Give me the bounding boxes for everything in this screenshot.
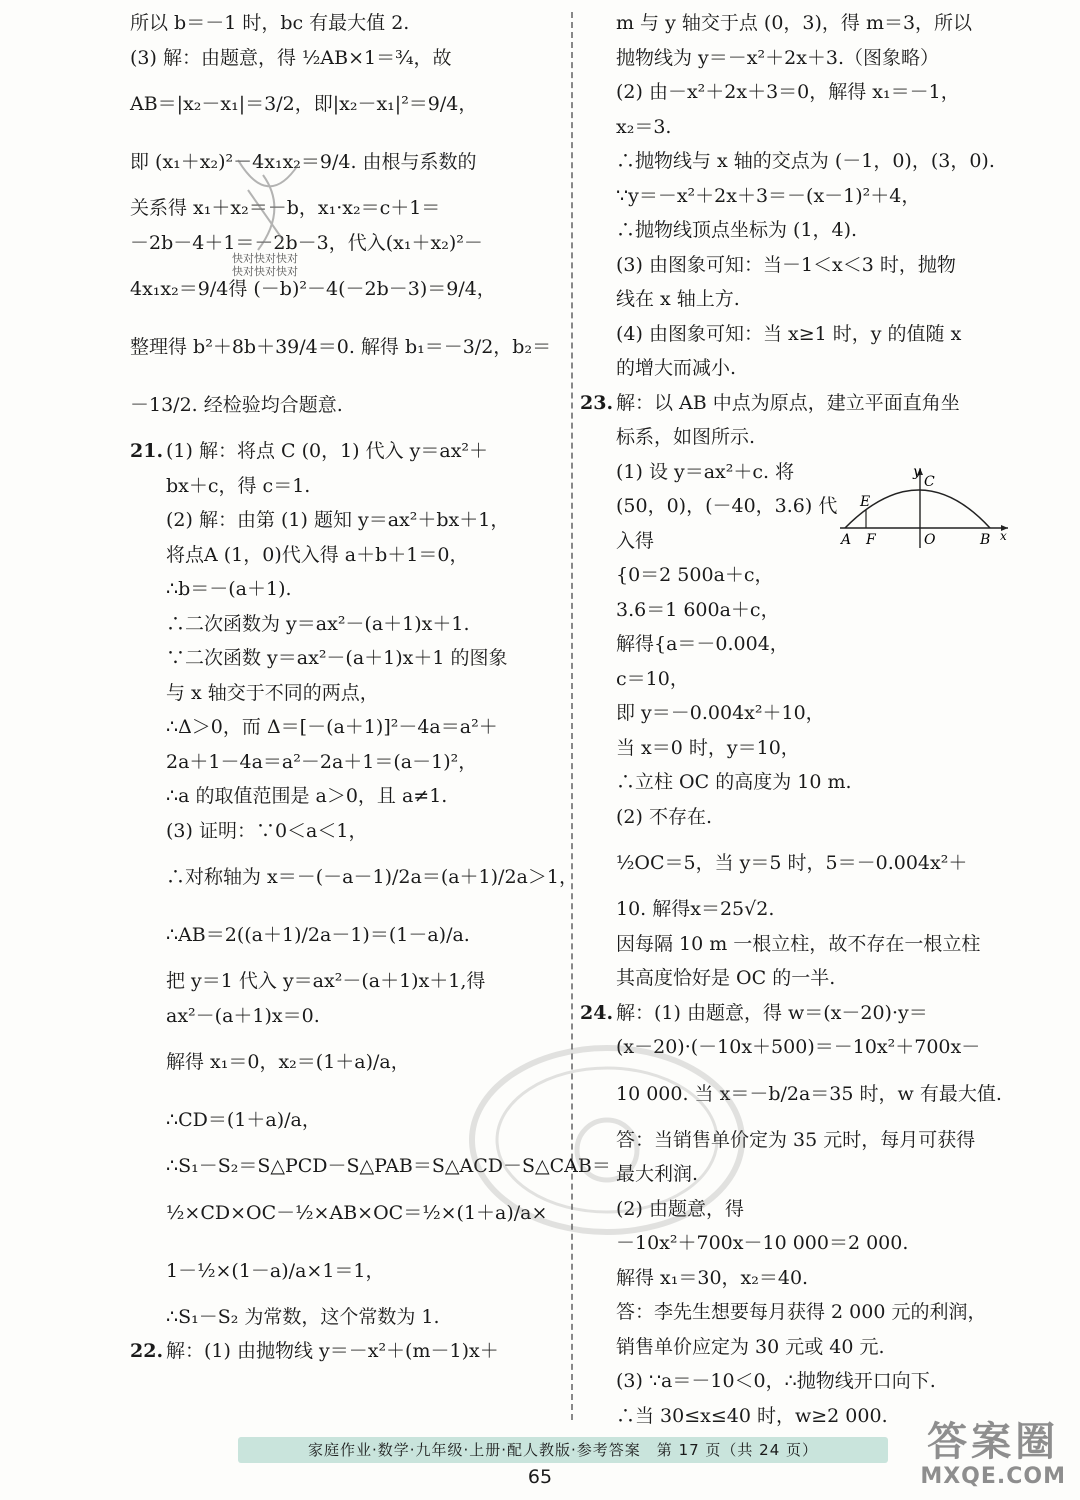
line-text: ∴二次函数为 y＝ax²－(a＋1)x＋1. xyxy=(166,612,470,635)
text-line xyxy=(130,964,560,999)
text-line xyxy=(130,710,560,745)
line-text: 所以 b＝－1 时，bc 有最大值 2. xyxy=(130,12,410,34)
line-text: 答：当销售单价定为 35 元时，每月可获得 xyxy=(616,1128,976,1151)
text-line xyxy=(580,248,1016,283)
line-text: c＝10， xyxy=(616,667,689,690)
text-line xyxy=(130,1334,560,1369)
question-number: 24. xyxy=(580,1001,614,1024)
graph-label-o: O xyxy=(924,532,936,548)
line-text: ∴S₁－S₂＝S△PCD－S△PAB＝S△ACD－S△CAB＝ xyxy=(166,1155,611,1177)
text-line xyxy=(580,627,1016,662)
graph-label-x: x xyxy=(1000,529,1007,543)
line-text: (3) 解：由题意，得 ½AB×1＝¾，故 xyxy=(130,46,452,69)
text-line xyxy=(130,906,560,964)
text-line xyxy=(130,848,578,906)
line-text: m 与 y 轴交于点 (0，3)，得 m＝3，所以 xyxy=(616,12,973,34)
line-text: (2) 解：由第 (1) 题知 y＝ax²＋bx＋1， xyxy=(166,509,510,531)
text-line xyxy=(130,1300,560,1335)
watermark-logo xyxy=(920,1420,1066,1489)
text-line xyxy=(580,662,1016,697)
line-text: ∴CD＝(1＋a)/a， xyxy=(166,1109,321,1131)
text-line xyxy=(130,503,560,538)
text-line xyxy=(130,191,560,226)
watermark-title: 答案圈 xyxy=(927,1419,1060,1465)
line-text: (2) 由题意，得 xyxy=(616,1197,744,1220)
line-text: 10 000. 当 x＝－b/2a＝35 时，w 有最大值. xyxy=(616,1082,1002,1105)
line-text: 2a＋1－4a＝a²－2a＋1＝(a－1)²， xyxy=(166,750,478,773)
line-text: (x－20)·(－10x＋500)＝－10x²＋700x－ xyxy=(616,1036,981,1058)
line-text: (1) 解：将点 C (0，1) 代入 y＝ax²＋ xyxy=(166,440,489,462)
line-text: 3.6＝1 600a＋c， xyxy=(616,598,780,621)
text-line xyxy=(580,1330,1016,1365)
text-line xyxy=(130,41,560,76)
text-line xyxy=(130,469,560,504)
page-number: 65 xyxy=(527,1466,553,1488)
line-text: 入得 xyxy=(616,529,655,552)
line-text: ax²－(a＋1)x＝0. xyxy=(166,1004,320,1027)
text-line xyxy=(580,892,1016,927)
text-line xyxy=(580,996,1016,1031)
text-line xyxy=(130,779,560,814)
graph-label-e: E xyxy=(860,494,871,510)
line-text: ∴抛物线与 x 轴的交点为 (－1，0)，(3，0). xyxy=(616,150,995,172)
line-text: 解得 x₁＝30，x₂＝40. xyxy=(616,1266,809,1289)
text-line xyxy=(580,179,1016,214)
line-text: {0＝2 500a＋c， xyxy=(616,564,774,586)
line-text: －10x²＋700x－10 000＝2 000. xyxy=(616,1232,909,1254)
line-text: (2) 不存在. xyxy=(616,805,712,828)
line-text: (1) 设 y＝ax²＋c. 将 xyxy=(616,460,795,483)
line-text: ∴当 30≤x≤40 时，w≥2 000. xyxy=(616,1404,888,1427)
text-line xyxy=(130,226,560,261)
text-line xyxy=(580,731,1016,766)
text-line xyxy=(580,213,1016,248)
text-line xyxy=(580,961,1016,996)
line-text: x₂＝3. xyxy=(616,115,672,138)
line-text: 1－½×(1－a)/a×1＝1， xyxy=(166,1259,385,1282)
text-line xyxy=(130,676,560,711)
text-line xyxy=(580,800,1016,835)
line-text: 解：(1) 由题意，得 w＝(x－20)·y＝ xyxy=(616,1001,928,1024)
line-text: ∴AB＝2((a＋1)/2a－1)＝(1－a)/a. xyxy=(166,924,470,946)
pen-mark-text-1: 快对快对快对 xyxy=(232,252,298,265)
text-line xyxy=(580,834,1016,892)
question-number: 23. xyxy=(580,391,614,414)
line-text: (4) 由图象可知：当 x≥1 时，y 的值随 x xyxy=(616,322,962,345)
text-line xyxy=(580,593,1016,628)
line-text: 因每隔 10 m 一根立柱，故不存在一根立柱 xyxy=(616,932,981,955)
line-text: 即 y＝－0.004x²＋10， xyxy=(616,702,825,724)
line-text: 标系，如图所示. xyxy=(616,426,756,448)
line-text: 最大利润. xyxy=(616,1163,699,1185)
text-line xyxy=(130,999,560,1034)
graph-label-y: y xyxy=(913,464,921,480)
line-text: AB＝|x₂－x₁|＝3/2，即|x₂－x₁|²＝9/4， xyxy=(130,93,478,115)
line-text: ∴a 的取值范围是 a＞0，且 a≠1. xyxy=(166,785,448,807)
line-text: 将点A (1，0)代入得 a＋b＋1＝0， xyxy=(166,543,469,566)
line-text: (3) 由图象可知：当－1＜x＜3 时，抛物 xyxy=(616,253,956,276)
line-text: 解得{a＝－0.004， xyxy=(616,633,789,655)
text-line xyxy=(130,75,560,133)
pen-mark-text xyxy=(232,252,298,278)
line-text: ∴对称轴为 x＝－(－a－1)/2a＝(a＋1)/2a＞1， xyxy=(166,866,578,888)
line-text: ∵二次函数 y＝ax²－(a＋1)x＋1 的图象 xyxy=(166,647,508,669)
line-text: －2b－4＋1＝－2b－3，代入(x₁＋x₂)²－ xyxy=(130,231,483,254)
line-text: 解得 x₁＝0，x₂＝(1＋a)/a， xyxy=(166,1051,410,1073)
pen-mark-text-2: 快对快对快对 xyxy=(232,265,298,278)
parabola-figure xyxy=(840,466,1010,548)
line-text: ∴抛物线顶点坐标为 (1，4). xyxy=(616,219,858,241)
text-line xyxy=(130,434,560,469)
text-line xyxy=(130,1242,560,1300)
line-text: ∴b＝－(a＋1). xyxy=(166,578,292,600)
background-stamp xyxy=(462,1040,752,1240)
text-line xyxy=(130,133,560,191)
line-text: ½OC＝5，当 y＝5 时，5＝－0.004x²＋ xyxy=(616,852,968,874)
line-text: ∵y＝－x²＋2x＋3＝－(x－1)²＋4， xyxy=(616,184,921,207)
text-line xyxy=(130,641,560,676)
text-line xyxy=(580,1295,1016,1330)
text-line xyxy=(580,317,1016,352)
text-line xyxy=(580,110,1016,145)
text-line xyxy=(130,260,560,318)
line-text: (3) 证明：∵0＜a＜1， xyxy=(166,819,368,842)
text-line xyxy=(580,420,1016,455)
text-line xyxy=(130,745,560,780)
line-text: 整理得 b²＋8b＋39/4＝0. 解得 b₁＝－3/2，b₂＝ xyxy=(130,336,552,358)
text-line xyxy=(580,351,1016,386)
line-text: 4x₁x₂＝9/4得 (－b)²－4(－2b－3)＝9/4， xyxy=(130,278,496,300)
line-text: 答：李先生想要每月获得 2 000 元的利润， xyxy=(616,1301,987,1323)
question-number: 22. xyxy=(130,1340,164,1362)
line-text: bx＋c，得 c＝1. xyxy=(166,474,311,497)
text-line xyxy=(580,144,1016,179)
text-line xyxy=(130,607,560,642)
line-text: (50，0)，(－40，3.6) 代 xyxy=(616,495,838,517)
line-text: 其高度恰好是 OC 的一半. xyxy=(616,967,836,989)
line-text: 解：以 AB 中点为原点，建立平面直角坐 xyxy=(616,391,960,414)
line-text: 解：(1) 由抛物线 y＝－x²＋(m－1)x＋ xyxy=(166,1340,499,1362)
line-text: 即 (x₁＋x₂)²－4x₁x₂＝9/4. 由根与系数的 xyxy=(130,151,477,173)
graph-label-c: C xyxy=(924,474,935,490)
line-text: 与 x 轴交于不同的两点， xyxy=(166,681,379,704)
line-text: ∴S₁－S₂ 为常数，这个常数为 1. xyxy=(166,1305,440,1328)
line-text: 的增大而减小. xyxy=(616,357,737,379)
line-text: 抛物线为 y＝－x²＋2x＋3.（图象略） xyxy=(616,46,940,69)
watermark-url: MXQE.COM xyxy=(920,1464,1066,1489)
line-text: ½×CD×OC－½×AB×OC＝½×(1＋a)/a× xyxy=(166,1201,548,1224)
line-text: 把 y＝1 代入 y＝ax²－(a＋1)x＋1,得 xyxy=(166,970,486,992)
line-text: ∴立柱 OC 的高度为 10 m. xyxy=(616,771,852,793)
line-text: 当 x＝0 时，y＝10， xyxy=(616,736,800,759)
line-text: ∴Δ＞0，而 Δ＝[－(a＋1)]²－4a＝a²＋ xyxy=(166,716,498,738)
text-line xyxy=(580,1261,1016,1296)
line-text: 10. 解得x＝25√2. xyxy=(616,898,775,920)
text-line xyxy=(130,318,560,376)
question-number: 21. xyxy=(130,440,164,462)
line-text: －13/2. 经检验均合题意. xyxy=(130,394,343,416)
text-line xyxy=(130,572,560,607)
text-line xyxy=(580,765,1016,800)
text-line xyxy=(580,75,1016,110)
text-line xyxy=(130,814,560,849)
text-line xyxy=(130,6,560,41)
text-line xyxy=(580,386,1016,421)
text-line xyxy=(130,538,560,573)
line-text: (3) ∵a＝－10＜0，∴抛物线开口向下. xyxy=(616,1370,936,1392)
line-text: (2) 由－x²＋2x＋3＝0，解得 x₁＝－1， xyxy=(616,81,960,103)
text-line xyxy=(130,376,560,434)
line-text: 关系得 x₁＋x₂＝－b，x₁·x₂＝c＋1＝ xyxy=(130,197,441,219)
text-line xyxy=(580,927,1016,962)
graph-label-b: B xyxy=(980,532,991,548)
text-line xyxy=(580,1364,1016,1399)
graph-label-a: A xyxy=(841,532,852,548)
graph-label-f: F xyxy=(866,532,876,548)
text-line xyxy=(580,6,1016,41)
line-text: 销售单价应定为 30 元或 40 元. xyxy=(616,1335,885,1358)
line-text: 线在 x 轴上方. xyxy=(616,288,740,310)
text-line xyxy=(580,41,1016,76)
page-footer: 家庭作业·数学·九年级·上册·配人教版·参考答案 第 17 页（共 24 页） xyxy=(238,1437,888,1463)
text-line xyxy=(580,558,1016,593)
text-line xyxy=(580,282,1016,317)
text-line xyxy=(580,696,1016,731)
